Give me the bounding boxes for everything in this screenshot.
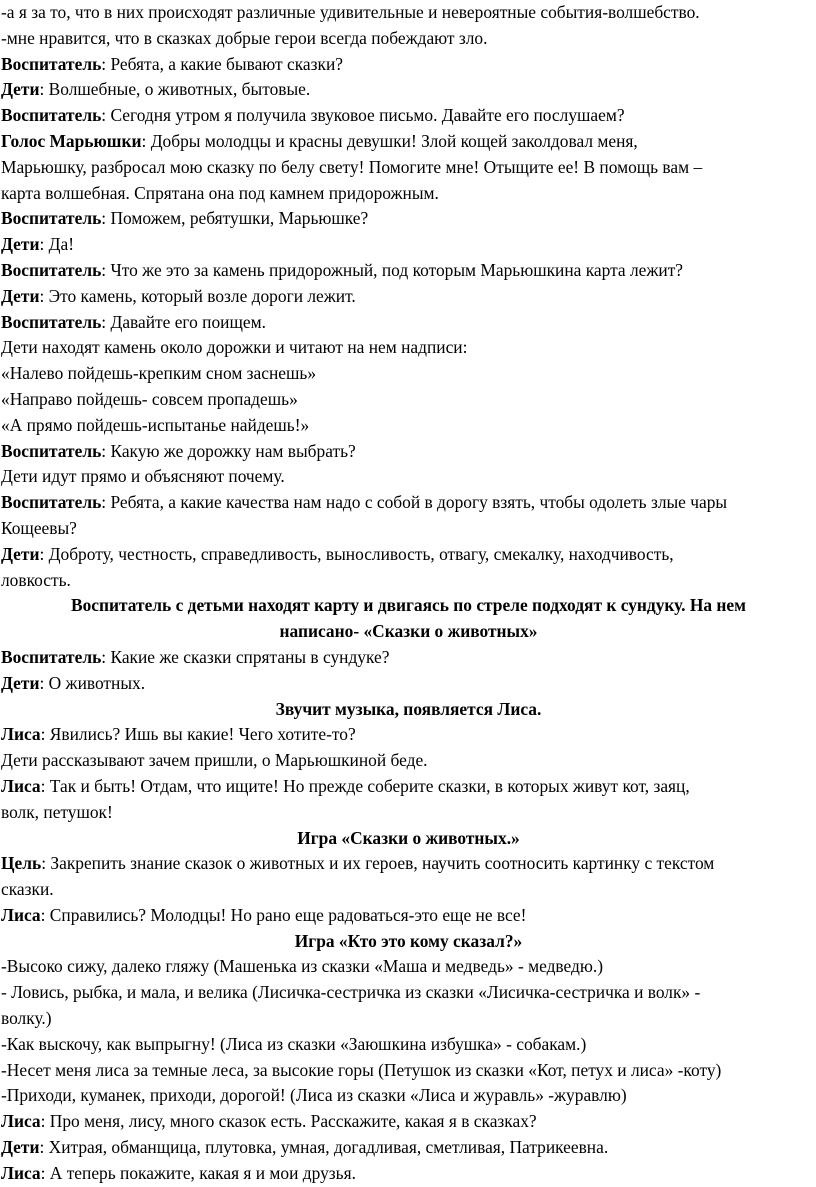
line-text: Игра «Сказки о животных.» bbox=[297, 827, 520, 848]
speaker-name: Голос Марьюшки bbox=[1, 130, 142, 151]
line-text: -Несет меня лиса за темные леса, за высокие горы (Петушок из сказки «Кот, петух и лиса» -коту) bbox=[1, 1059, 722, 1080]
dialogue-line bbox=[1, 851, 816, 877]
speaker-name: Дети bbox=[1, 543, 40, 564]
centered-heading bbox=[1, 593, 816, 619]
line-text: «Направо пойдешь- совсем пропадешь» bbox=[1, 388, 298, 409]
text-line bbox=[1, 335, 816, 361]
line-text: : Поможем, ребятушки, Марьюшке? bbox=[101, 208, 369, 229]
dialogue-line bbox=[1, 52, 816, 78]
line-text: Марьюшку, разбросал мою сказку по белу свету! Помогите мне! Отыщите ее! В помощь вам – bbox=[1, 156, 703, 177]
speaker-name: Цель bbox=[1, 853, 42, 874]
line-text: : Сегодня утром я получила звуковое письмо. Давайте его послушаем? bbox=[101, 105, 625, 126]
line-text: сказки. bbox=[1, 879, 54, 900]
text-line bbox=[1, 0, 816, 26]
centered-heading bbox=[1, 697, 816, 723]
speaker-name: Дети bbox=[1, 672, 40, 693]
dialogue-line bbox=[1, 903, 816, 929]
speaker-name: Лиса bbox=[1, 724, 41, 745]
line-text: Дети находят камень около дорожки и читают на нем надписи: bbox=[1, 337, 468, 358]
speaker-name: Воспитатель bbox=[1, 440, 102, 461]
dialogue-line bbox=[1, 284, 816, 310]
text-line bbox=[1, 516, 816, 542]
dialogue-line bbox=[1, 206, 816, 232]
line-text: : Про меня, лису, много сказок есть. Расскажите, какая я в сказках? bbox=[40, 1111, 537, 1132]
line-text: : Что же это за камень придорожный, под которым Марьюшкина карта лежит? bbox=[101, 259, 684, 280]
text-line bbox=[1, 748, 816, 774]
centered-heading bbox=[1, 619, 816, 645]
dialogue-line bbox=[1, 310, 816, 336]
line-text: «Налево пойдешь-крепким сном заснешь» bbox=[1, 363, 317, 384]
dialogue-line bbox=[1, 774, 816, 800]
text-line bbox=[1, 568, 816, 594]
dialogue-line bbox=[1, 645, 816, 671]
line-text: написано- «Сказки о животных» bbox=[279, 621, 538, 642]
text-line bbox=[1, 26, 816, 52]
text-line bbox=[1, 464, 816, 490]
line-text: : Ребята, а какие качества нам надо с собой в дорогу взять, чтобы одолеть злые чары bbox=[101, 492, 728, 513]
line-text: : Это камень, который возле дороги лежит. bbox=[39, 285, 356, 306]
speaker-name: Воспитатель bbox=[1, 311, 102, 332]
dialogue-line bbox=[1, 1135, 816, 1161]
line-text: -мне нравится, что в сказках добрые герои всегда побеждают зло. bbox=[1, 27, 488, 48]
line-text: -Высоко сижу, далеко гляжу (Машенька из сказки «Маша и медведь» - медведю.) bbox=[1, 956, 604, 977]
text-line bbox=[1, 387, 816, 413]
dialogue-line bbox=[1, 129, 816, 155]
line-text: волк, петушок! bbox=[1, 801, 113, 822]
speaker-name: Лиса bbox=[1, 775, 41, 796]
text-line bbox=[1, 1032, 816, 1058]
line-text: Игра «Кто это кому сказал?» bbox=[294, 930, 523, 951]
line-text: «А прямо пойдешь-испытанье найдешь!» bbox=[1, 414, 310, 435]
line-text: : Да! bbox=[39, 234, 75, 255]
line-text: : О животных. bbox=[39, 672, 146, 693]
speaker-name: Лиса bbox=[1, 1111, 41, 1132]
dialogue-line bbox=[1, 439, 816, 465]
text-line bbox=[1, 181, 816, 207]
line-text: : Добры молодцы и красны девушки! Злой кощей заколдовал меня, bbox=[141, 130, 638, 151]
line-text: -а я за то, что в них происходят различные удивительные и невероятные события-волшебство. bbox=[1, 2, 700, 22]
line-text: Дети рассказывают зачем пришли, о Марьюшкиной беде. bbox=[1, 750, 428, 771]
line-text: : Давайте его поищем. bbox=[101, 311, 266, 332]
line-text: : Ребята, а какие бывают сказки? bbox=[101, 53, 343, 74]
speaker-name: Лиса bbox=[1, 904, 41, 925]
line-text: Воспитатель с детьми находят карту и двигаясь по стреле подходят к сундуку. На нем bbox=[70, 595, 746, 616]
text-line bbox=[1, 361, 816, 387]
speaker-name: Воспитатель bbox=[1, 646, 102, 667]
text-line bbox=[1, 1006, 816, 1032]
speaker-name: Дети bbox=[1, 285, 40, 306]
line-text: : Волшебные, о животных, бытовые. bbox=[39, 79, 311, 100]
line-text: : Доброту, честность, справедливость, выносливость, отвагу, смекалку, находчивость, bbox=[39, 543, 674, 564]
speaker-name: Воспитатель bbox=[1, 492, 102, 513]
line-text: : Явились? Ишь вы какие! Чего хотите-то? bbox=[40, 724, 356, 745]
dialogue-line bbox=[1, 103, 816, 129]
line-text: : Какие же сказки спрятаны в сундуке? bbox=[101, 646, 390, 667]
line-text: : Какую же дорожку нам выбрать? bbox=[101, 440, 356, 461]
line-text: волку.) bbox=[1, 1008, 52, 1029]
text-line bbox=[1, 980, 816, 1006]
line-text: -Приходи, куманек, приходи, дорогой! (Лиса из сказки «Лиса и журавль» -журавлю) bbox=[1, 1085, 627, 1106]
line-text: : Закрепить знание сказок о животных и их героев, научить соотносить картинку с текстом bbox=[41, 853, 715, 874]
text-line bbox=[1, 877, 816, 903]
speaker-name: Воспитатель bbox=[1, 53, 102, 74]
speaker-name: Лиса bbox=[1, 1162, 41, 1183]
text-line bbox=[1, 800, 816, 826]
line-text: Звучит музыка, появляется Лиса. bbox=[275, 698, 542, 719]
dialogue-line bbox=[1, 490, 816, 516]
speaker-name: Воспитатель bbox=[1, 208, 102, 229]
centered-heading bbox=[1, 929, 816, 955]
dialogue-line bbox=[1, 1109, 816, 1135]
line-text: - Ловись, рыбка, и мала, и велика (Лисичка-сестричка из сказки «Лисичка-сестричка и волк» - bbox=[1, 982, 701, 1003]
line-text: : А теперь покажите, какая я и мои друзья. bbox=[40, 1162, 356, 1183]
text-line bbox=[1, 1058, 816, 1084]
text-line bbox=[1, 954, 816, 980]
line-text: ловкость. bbox=[1, 569, 71, 590]
line-text: Кощеевы? bbox=[1, 517, 77, 538]
line-text: карта волшебная. Спрятана она под камнем придорожным. bbox=[1, 182, 439, 203]
line-text: -Как выскочу, как выпрыгну! (Лиса из сказки «Заюшкина избушка» - собакам.) bbox=[1, 1033, 587, 1054]
dialogue-line bbox=[1, 258, 816, 284]
text-line bbox=[1, 155, 816, 181]
line-text: Дети идут прямо и объясняют почему. bbox=[1, 466, 285, 487]
dialogue-line bbox=[1, 722, 816, 748]
speaker-name: Дети bbox=[1, 1137, 40, 1158]
dialogue-line bbox=[1, 1161, 816, 1187]
speaker-name: Дети bbox=[1, 234, 40, 255]
text-line bbox=[1, 1083, 816, 1109]
line-text: : Хитрая, обманщица, плутовка, умная, догадливая, сметливая, Патрикеевна. bbox=[39, 1137, 609, 1158]
dialogue-line bbox=[1, 77, 816, 103]
speaker-name: Дети bbox=[1, 79, 40, 100]
dialogue-line bbox=[1, 671, 816, 697]
line-text: : Справились? Молодцы! Но рано еще радоваться-это еще не все! bbox=[40, 904, 527, 925]
centered-heading bbox=[1, 826, 816, 852]
text-line bbox=[1, 413, 816, 439]
speaker-name: Воспитатель bbox=[1, 105, 102, 126]
dialogue-line bbox=[1, 232, 816, 258]
dialogue-line bbox=[1, 542, 816, 568]
line-text: : Так и быть! Отдам, что ищите! Но прежде соберите сказки, в которых живут кот, заяц, bbox=[40, 775, 690, 796]
speaker-name: Воспитатель bbox=[1, 259, 102, 280]
